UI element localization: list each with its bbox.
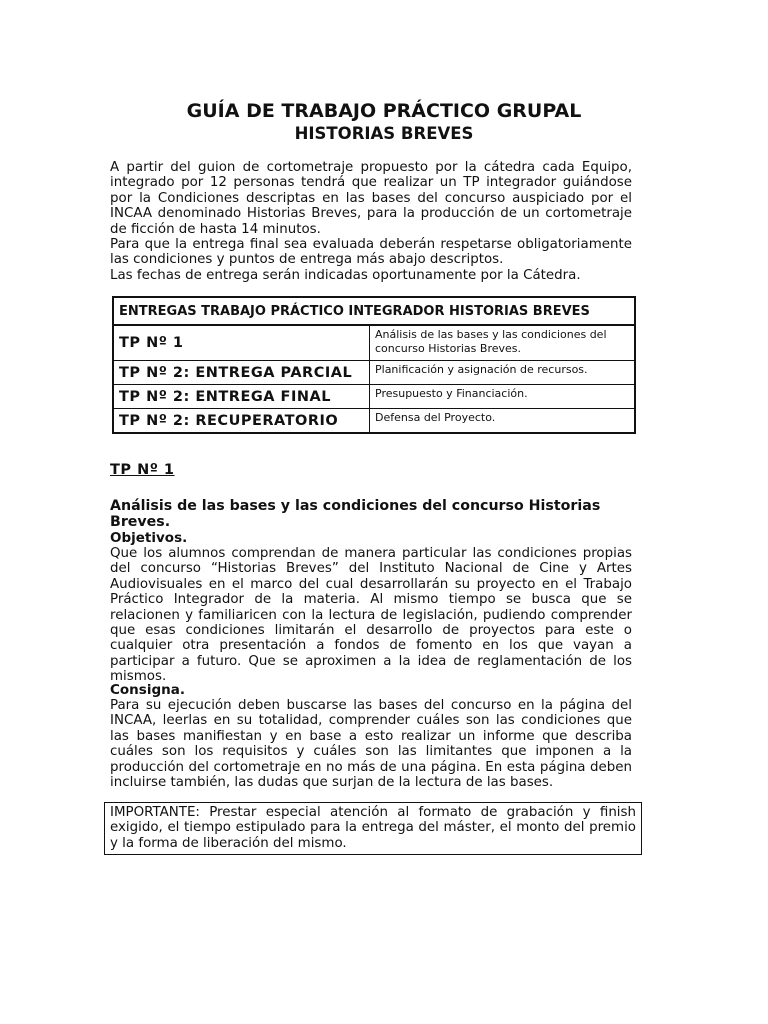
document-title: GUÍA DE TRABAJO PRÁCTICO GRUPAL <box>186 100 582 122</box>
document-subtitle: HISTORIAS BREVES <box>294 124 474 143</box>
intro-paragraph: A partir del guion de cortometraje propuesto por la cátedra cada Equipo, integrado por 12 personas tendrá que realizar un TP integrador guiándose por la Condiciones descriptas en las bases del concurso auspiciado por el INCAA denominado Historias Breves, para la producción de un cortometraje de ficción de hasta 14 minutos. <box>110 160 632 237</box>
row-label: TP Nº 2: RECUPERATORIO <box>113 409 370 434</box>
conditions-text: Para que la entrega final sea evaluada deberán respetarse obligatoriamente las condiciones y puntos de entrega más abajo descriptos. <box>110 237 632 268</box>
table-row <box>113 409 635 434</box>
row-description: Planificación y asignación de recursos. <box>370 361 636 385</box>
table-row <box>113 385 635 409</box>
dates-text: Las fechas de entrega serán indicadas oportunamente por la Cátedra. <box>110 267 581 283</box>
consigna-text: Para su ejecución deben buscarse las bases del concurso en la página del INCAA, leerlas en su totalidad, comprender cuáles son las condiciones que las bases manifiestan y en base a esto realizar un informe que describa cuáles son los requisitos y cuáles son las limitantes que imponen a la producción del cortometraje en no más de una página. En esta página deben incluirse también, las dudas que surjan de la lectura de las bases. <box>110 698 632 791</box>
row-description: Análisis de las bases y las condiciones del concurso Historias Breves. <box>370 325 636 361</box>
entregas-table <box>112 296 636 434</box>
section-heading: Análisis de las bases y las condiciones del concurso Historias Breves. <box>110 498 601 530</box>
objetivos-heading: Objetivos. <box>110 530 188 546</box>
table-row <box>113 325 635 361</box>
table-header: ENTREGAS TRABAJO PRÁCTICO INTEGRADOR HISTORIAS BREVES <box>113 297 635 325</box>
important-note-box: IMPORTANTE: Prestar especial atención al formato de grabación y finish exigido, el tiempo estipulado para la entrega del máster, el monto del premio y la forma de liberación del mismo. <box>104 802 642 855</box>
row-description: Defensa del Proyecto. <box>370 409 636 434</box>
table-row <box>113 361 635 385</box>
row-label: TP Nº 1 <box>113 325 370 361</box>
row-label: TP Nº 2: ENTREGA PARCIAL <box>113 361 370 385</box>
row-label: TP Nº 2: ENTREGA FINAL <box>113 385 370 409</box>
row-description: Presupuesto y Financiación. <box>370 385 636 409</box>
section-title: TP Nº 1 <box>110 462 175 478</box>
objetivos-text: Que los alumnos comprendan de manera particular las condiciones propias del concurso “Historias Breves” del Instituto Nacional de Cine y Artes Audiovisuales en el marco del cual desarrollarán su proyecto en el Trabajo Práctico Integrador de la materia. Al mismo tiempo se busca que se relacionen y familiaricen con la lectura de legislación, pudiendo comprender que esas condiciones limitarán el desarrollo de proyectos para este o cualquier otra presentación a fondos de fomento en los que vayan a participar a futuro. Que se aproximen a la idea de reglamentación de los mismos. <box>110 546 632 685</box>
intro-conditions <box>110 237 632 283</box>
consigna-heading: Consigna. <box>110 682 185 698</box>
